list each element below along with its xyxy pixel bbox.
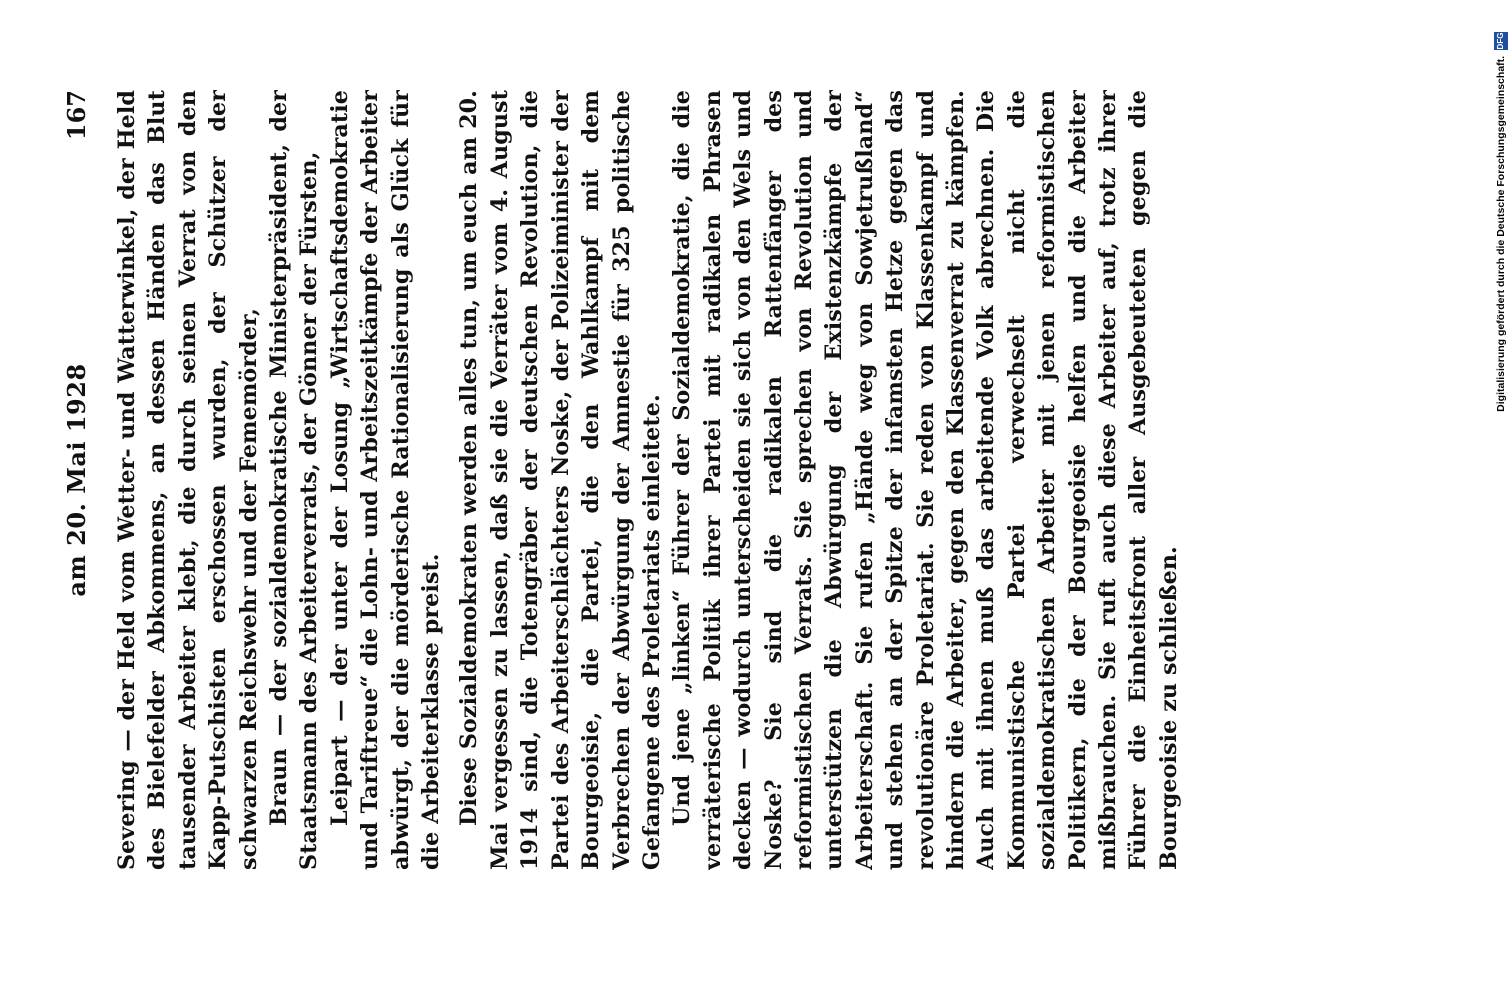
paragraph-braun: Braun — der sozialdemokratische Ministerpräsident, der Staatsmann des Arbeiterverrats, der Gönner der Fürsten,: [266, 90, 323, 870]
paragraph-severing: Severing — der Held vom Wetter- und Watterwinkel, der Held des Bielefelder Abkommens, an dessen Händen das Blut tausender Arbeiter klebt, die durch seinen Verrat von den Kapp-Putschisten erschossen wurden, der Schützer der schwarzen Reichswehr und der Fememörder,: [114, 90, 262, 870]
paragraph-linke-fuehrer: Und jene „linken“ Führer der Sozialdemokratie, die die verräterische Politik ihrer Partei mit radikalen Phrasen decken — wodurch unterscheiden sie sich von den Wels und Noske? Sie sind die radikalen Rattenfänger des reformistischen Verrats. Sie sprechen von Revolution und unterstützen die Abwürgung der Existenzkämpfe der Arbeiterschaft. Sie rufen „Hände weg von Sowjetrußland“ und stehen an der Spitze der infamsten Hetze gegen das revolutionäre Proletariat. Sie reden von Klassenkampf und hindern die Arbeiter, gegen den Klassenverrat zu kämpfen. Auch mit ihnen muß das arbeitende Volk abrechnen. Die Kommunistische Partei verwechselt nicht die sozialdemokratischen Arbeiter mit jenen reformistischen Politikern, die der Bourgeoisie helfen und die Arbeiter mißbrauchen. Sie ruft auch diese Arbeiter auf, trotz ihrer Führer die Einheitsfront aller Ausgebeuteten gegen die Bourgeoisie zu schließen.: [669, 90, 1182, 870]
paragraph-leipart: Leipart — der unter der Losung „Wirtschaftsdemokratie und Tariftreue“ die Lohn- und Arbeitszeitkämpfe der Arbeiter abwürgt, der die mörderische Rationalisierung als Glück für die Arbeiterklasse preist.: [326, 90, 445, 870]
dfg-logo: DFG: [1494, 32, 1508, 50]
page-number: 167: [62, 90, 91, 141]
page-body: [112, 90, 1192, 870]
digitization-notice-text: Digitalisierung gefördert durch die Deutsche Forschungsgemeinschaft.: [1494, 55, 1507, 412]
paragraph-sozialdemokraten: Diese Sozialdemokraten werden alles tun, um euch am 20. Mai vergessen zu lassen, daß sie die Verräter vom 4. August 1914 sind, die Totengräber der deutschen Revolution, die Partei des Arbeiterschlächters Noske, der Polizeiminister der Bourgeoisie, die Partei, die den Wahlkampf mit dem Verbrechen der Abwürgung der Amnestie für 325 politische Gefangene des Proletariats einleitete.: [456, 90, 665, 870]
digitization-notice: [1494, 32, 1508, 962]
running-title: am 20. Mai 1928: [62, 363, 91, 597]
page-header: [62, 90, 102, 870]
